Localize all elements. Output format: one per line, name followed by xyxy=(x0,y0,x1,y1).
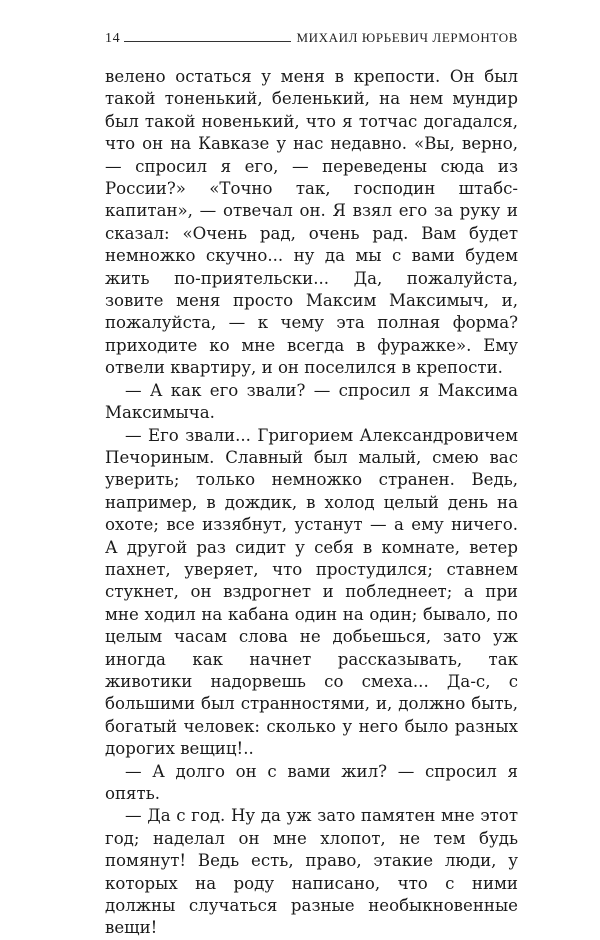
body-text xyxy=(105,66,518,940)
page-number: 14 xyxy=(105,31,121,46)
paragraph: велено остаться у меня в крепости. Он был такой тоненький, беленький, на нем мундир был такой новенький, что я тотчас догадался, что он на Кавказе у нас недавно. «Вы, верно, — спросил я его, — переведены сюда из России?» «Точно так, господин штабс-капитан», — отвечал он. Я взял его за руку и сказал: «Очень рад, очень рад. Вам будет немножко скучно... ну да мы с вами будем жить по-приятельски... Да, пожалуйста, зовите меня просто Максим Максимыч, и, пожалуйста, — к чему эта полная форма? приходите ко мне всегда в фуражке». Ему отвели квартиру, и он поселился в крепости. xyxy=(105,67,518,378)
paragraph: — А как его звали? — спросил я Максима Максимыча. xyxy=(105,380,518,423)
paragraph: — А долго он с вами жил? — спросил я опять. xyxy=(105,761,518,803)
author-name: МИХАИЛ ЮРЬЕВИЧ ЛЕРМОНТОВ xyxy=(296,30,518,45)
paragraph: — Да с год. Ну да уж зато памятен мне этот год; наделал он мне хлопот, не тем будь помянут! Ведь есть, право, этакие люди, у которых на роду написано, что с ними должны случаться разные необыкновенные вещи! xyxy=(105,806,518,938)
book-page xyxy=(105,30,518,940)
header-rule xyxy=(124,40,290,42)
paragraph: — Его звали... Григорием Александровичем Печориным. Славный был малый, смею вас уверить; только немножко странен. Ведь, например, в дождик, в холод целый день на охоте; все иззябнут, устанут — а ему ничего. А другой раз сидит у себя в комнате, ветер пахнет, уверяет, что простудился; ставнем стукнет, он вздрогнет и побледнеет; а при мне ходил на кабана один на один; бывало, по целым часам слова не добьешься, зато уж иногда как начнет рассказывать, так животики надорвешь со смеха... Да-с, с большими был странностями, и, должно быть, богатый человек: сколько у него было разных дорогих вещиц!.. xyxy=(105,425,518,759)
running-header xyxy=(105,30,518,56)
